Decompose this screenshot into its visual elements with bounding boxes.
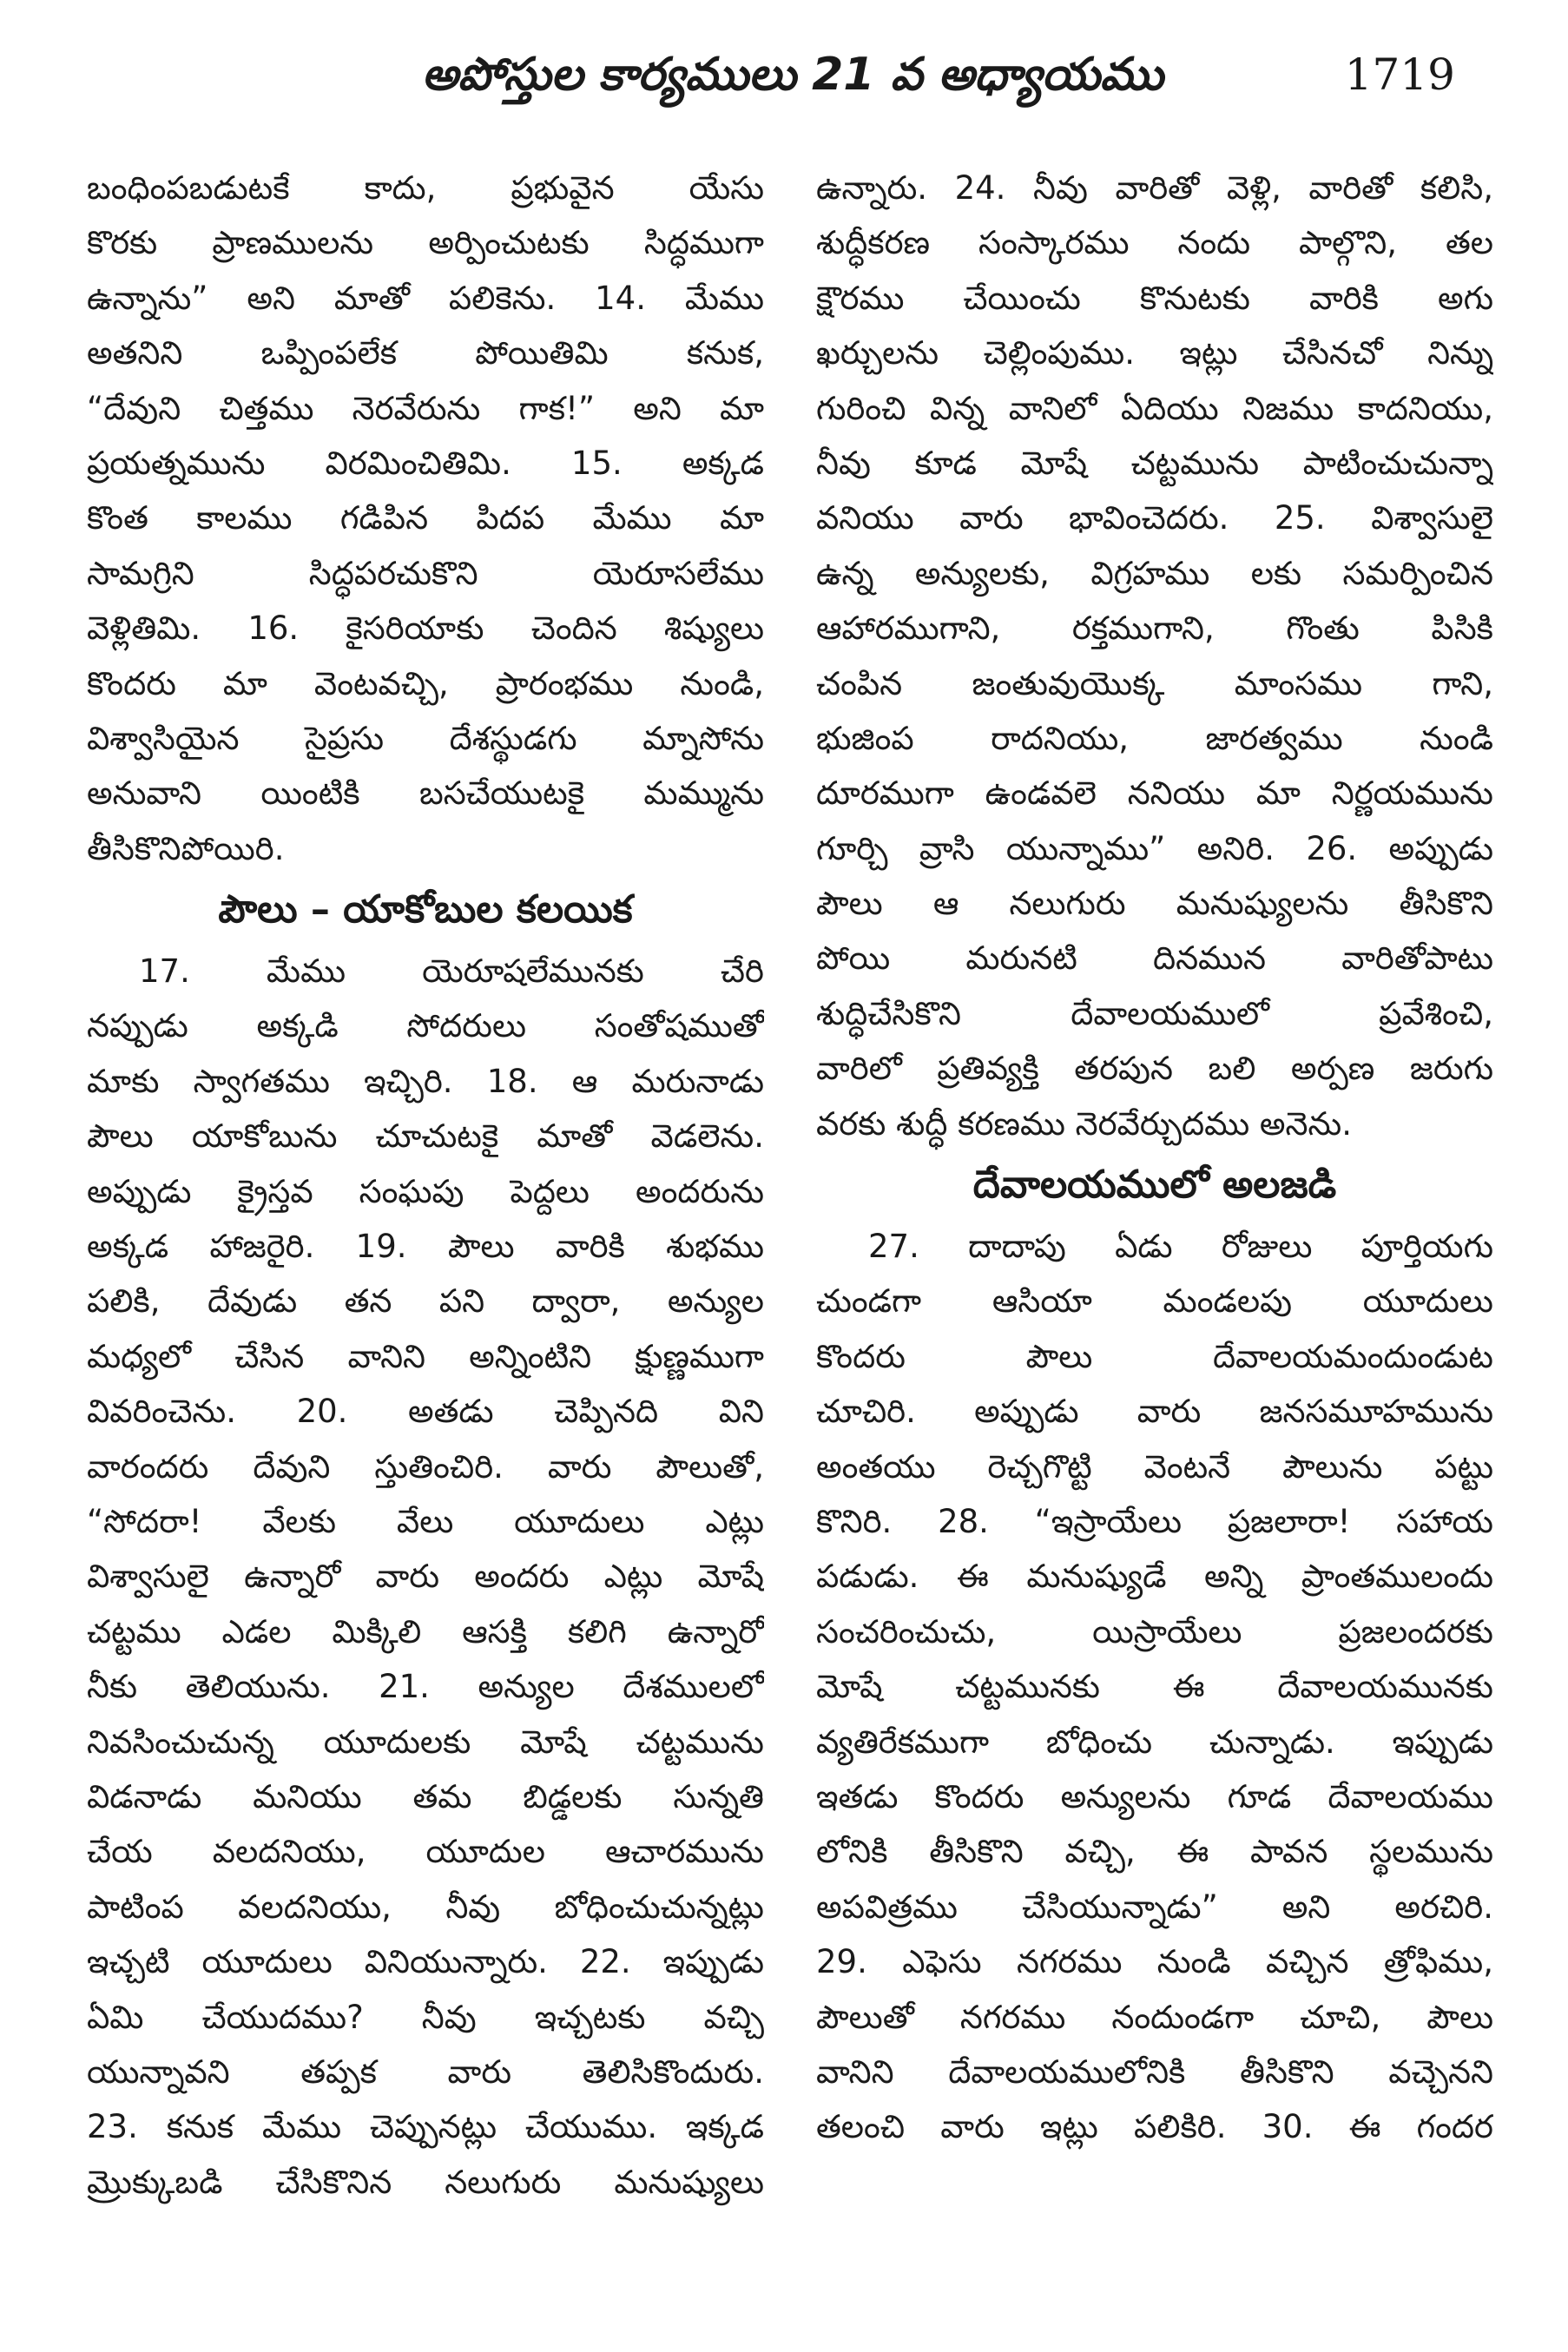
- text-line: వివరించెను. 20. అతడు చెప్పినది విని: [87, 1393, 764, 1431]
- text-line: మధ్యలో చేసిన వానిని అన్నింటిని క్షుణ్ణముగా: [87, 1337, 764, 1375]
- text-line: పాటింప వలదనియు, నీవు బోధించుచున్నట్లు: [87, 1888, 764, 1926]
- text-line: 17. మేము యెరూషలేమునకు చేరి: [139, 952, 764, 991]
- text-line: ఇచ్చటి యూదులు వినియున్నారు. 22. ఇప్పుడు: [87, 1943, 764, 1981]
- text-line: అక్కడ హాజరైరి. 19. పౌలు వారికి శుభము: [87, 1228, 764, 1266]
- text-line: వనియు వారు భావించెదరు. 25. విశ్వాసులై: [816, 499, 1493, 537]
- text-line: విశ్వాసియైన సైప్రసు దేశస్థుడగు మ్నాసోను: [87, 719, 764, 757]
- text-line: వరకు శుద్ధీ కరణము నెరవేర్చుదము అనెను.: [816, 1104, 1352, 1143]
- text-line: అంతయు రెచ్చగొట్టి వెంటనే పౌలును పట్టు: [816, 1447, 1493, 1486]
- left-column: [87, 161, 764, 2210]
- text-line: మోషే చట్టమునకు ఈ దేవాలయమునకు: [816, 1668, 1493, 1706]
- text-line: మాకు స్వాగతము ఇచ్చిరి. 18. ఆ మరునాడు: [87, 1062, 764, 1100]
- text-line: పౌలు ఆ నలుగురు మనుష్యులను తీసికొని: [816, 885, 1493, 923]
- text-line: 23. కనుక మేము చెప్పునట్లు చేయుము. ఇక్కడ: [87, 2108, 764, 2146]
- text-line: వ్యతిరేకముగా బోధించు చున్నాడు. ఇప్పుడు: [816, 1723, 1493, 1761]
- text-line: వారిలో ప్రతివ్యక్తి తరపున బలి అర్పణ జరుగు: [816, 1050, 1493, 1088]
- text-line: ఉన్న అన్యులకు, విగ్రహము లకు సమర్పించిన: [816, 554, 1493, 592]
- text-line: నీకు తెలియును. 21. అన్యుల దేశములలో: [87, 1668, 764, 1706]
- text-line: పౌలు యాకోబును చూచుటకై మాతో వెడలెను.: [87, 1117, 764, 1156]
- text-line: కొరకు ప్రాణములను అర్పించుటకు సిద్ధముగా: [87, 224, 764, 262]
- text-line: విశ్వాసులై ఉన్నారో వారు అందరు ఎట్లు మోషే: [87, 1558, 764, 1596]
- text-line: వారందరు దేవుని స్తుతించిరి. వారు పౌలుతో,: [87, 1447, 764, 1486]
- text-line: సంచరించుచు, యిస్రాయేలు ప్రజలందరకు: [816, 1612, 1493, 1650]
- text-line: ఇతడు కొందరు అన్యులను గూడ దేవాలయము: [816, 1777, 1493, 1815]
- text-line: పౌలుతో నగరము నందుండగా చూచి, పౌలు: [816, 1998, 1493, 2036]
- text-line: ఉన్నారు. 24. నీవు వారితో వెళ్లి, వారితో కలిసి,: [816, 169, 1493, 207]
- text-line: ఏమి చేయుదము? నీవు ఇచ్చటకు వచ్చి: [87, 1998, 764, 2036]
- page-number: 1719: [1344, 49, 1455, 100]
- text-line: కొంత కాలము గడిపిన పిదప మేము మా: [87, 499, 764, 537]
- text-line: “సోదరా! వేలకు వేలు యూదులు ఎట్లు: [87, 1502, 764, 1540]
- text-line: అపవిత్రము చేసియున్నాడు” అని అరచిరి.: [816, 1888, 1493, 1926]
- text-line: కొనిరి. 28. “ఇస్రాయేలు ప్రజలారా! సహాయ: [816, 1502, 1493, 1540]
- text-line: సామగ్రిని సిద్ధపరచుకొని యెరూసలేము: [87, 554, 764, 592]
- text-line: చుండగా ఆసియా మండలపు యూదులు: [816, 1282, 1493, 1321]
- text-line: పోయి మరునటి దినమున వారితోపాటు: [816, 939, 1493, 978]
- text-line: యున్నావని తప్పక వారు తెలిసికొందురు.: [87, 2052, 764, 2091]
- text-line: శుద్ధిచేసికొని దేవాలయములో ప్రవేశించి,: [816, 994, 1493, 1032]
- text-line: 27. దాదాపు ఏడు రోజులు పూర్తియగు: [868, 1228, 1493, 1266]
- text-line: దూరముగా ఉండవలె ననియు మా నిర్ణయమును: [816, 774, 1493, 813]
- text-line: ఖర్చులను చెల్లింపుము. ఇట్లు చేసినచో నిన్ను: [816, 334, 1493, 372]
- text-line: శుద్ధీకరణ సంస్కారము నందు పాల్గొని, తల: [816, 224, 1493, 262]
- text-line: వెళ్లితిమి. 16. కైసరియాకు చెందిన శిష్యులు: [87, 609, 764, 648]
- text-line: గూర్చి వ్రాసి యున్నాము” అనిరి. 26. అప్పుడు: [816, 829, 1493, 867]
- text-line: పడుడు. ఈ మనుష్యుడే అన్ని ప్రాంతములందు: [816, 1558, 1493, 1596]
- text-line: “దేవుని చిత్తము నెరవేరును గాక!” అని మా: [87, 389, 764, 427]
- text-line: భుజింప రాదనియు, జారత్వము నుండి: [816, 719, 1493, 757]
- text-line: బంధింపబడుటకే కాదు, ప్రభువైన యేసు: [87, 169, 764, 207]
- running-title: అపోస్తుల కార్యములు 21 వ అధ్యాయము: [421, 49, 1164, 101]
- text-line: నప్పుడు అక్కడి సోదరులు సంతోషముతో: [87, 1007, 764, 1045]
- section-heading: పౌలు – యాకోబుల కలయిక: [218, 887, 633, 932]
- text-line: చూచిరి. అప్పుడు వారు జనసమూహమును: [816, 1393, 1493, 1431]
- text-line: మ్రొక్కుబడి చేసికొనిన నలుగురు మనుష్యులు: [87, 2163, 764, 2201]
- text-line: వానిని దేవాలయములోనికి తీసికొని వచ్చెనని: [816, 2052, 1493, 2091]
- text-line: ఆహారముగాని, రక్తముగాని, గొంతు పిసికి: [816, 609, 1493, 648]
- text-line: కొందరు పౌలు దేవాలయమందుండుట: [816, 1337, 1493, 1375]
- text-line: చేయ వలదనియు, యూదుల ఆచారమును: [87, 1833, 764, 1871]
- text-line: అప్పుడు క్రైస్తవ సంఘపు పెద్దలు అందరును: [87, 1172, 764, 1210]
- text-columns: [87, 161, 1493, 2314]
- text-line: చట్టము ఎడల మిక్కిలి ఆసక్తి కలిగి ఉన్నారో: [87, 1612, 764, 1650]
- text-line: నీవు కూడ మోషే చట్టమును పాటించుచున్నా: [816, 444, 1493, 482]
- text-line: విడనాడు మనియు తమ బిడ్డలకు సున్నతి: [87, 1777, 764, 1815]
- text-line: లోనికి తీసికొని వచ్చి, ఈ పావన స్థలమును: [816, 1833, 1493, 1871]
- text-line: తలంచి వారు ఇట్లు పలికిరి. 30. ఈ గందర: [816, 2108, 1493, 2146]
- text-line: చంపిన జంతువుయొక్క మాంసము గాని,: [816, 664, 1493, 702]
- text-line: గురించి విన్న వానిలో ఏదియు నిజము కాదనియు,: [816, 389, 1493, 427]
- text-line: నివసించుచున్న యూదులకు మోషే చట్టమును: [87, 1723, 764, 1761]
- text-line: ఉన్నాను” అని మాతో పలికెను. 14. మేము: [87, 279, 764, 317]
- text-line: పలికి, దేవుడు తన పని ద్వారా, అన్యుల: [87, 1282, 764, 1321]
- page-header: [130, 40, 1455, 118]
- text-line: తీసికొనిపోయిరి.: [87, 829, 285, 867]
- text-line: ప్రయత్నమును విరమించితిమి. 15. అక్కడ: [87, 444, 764, 482]
- text-line: 29. ఎఫెసు నగరము నుండి వచ్చిన త్రోఫిము,: [816, 1943, 1493, 1981]
- text-line: అనువాని యింటికి బసచేయుటకై మమ్మును: [87, 774, 764, 813]
- text-line: క్షౌరము చేయించు కొనుటకు వారికి అగు: [816, 279, 1493, 317]
- section-heading: దేవాలయములో అలజడి: [972, 1163, 1337, 1208]
- text-line: అతనిని ఒప్పింపలేక పోయితిమి కనుక,: [87, 334, 764, 372]
- text-line: కొందరు మా వెంటవచ్చి, ప్రారంభము నుండి,: [87, 664, 764, 702]
- right-column: [816, 161, 1493, 2155]
